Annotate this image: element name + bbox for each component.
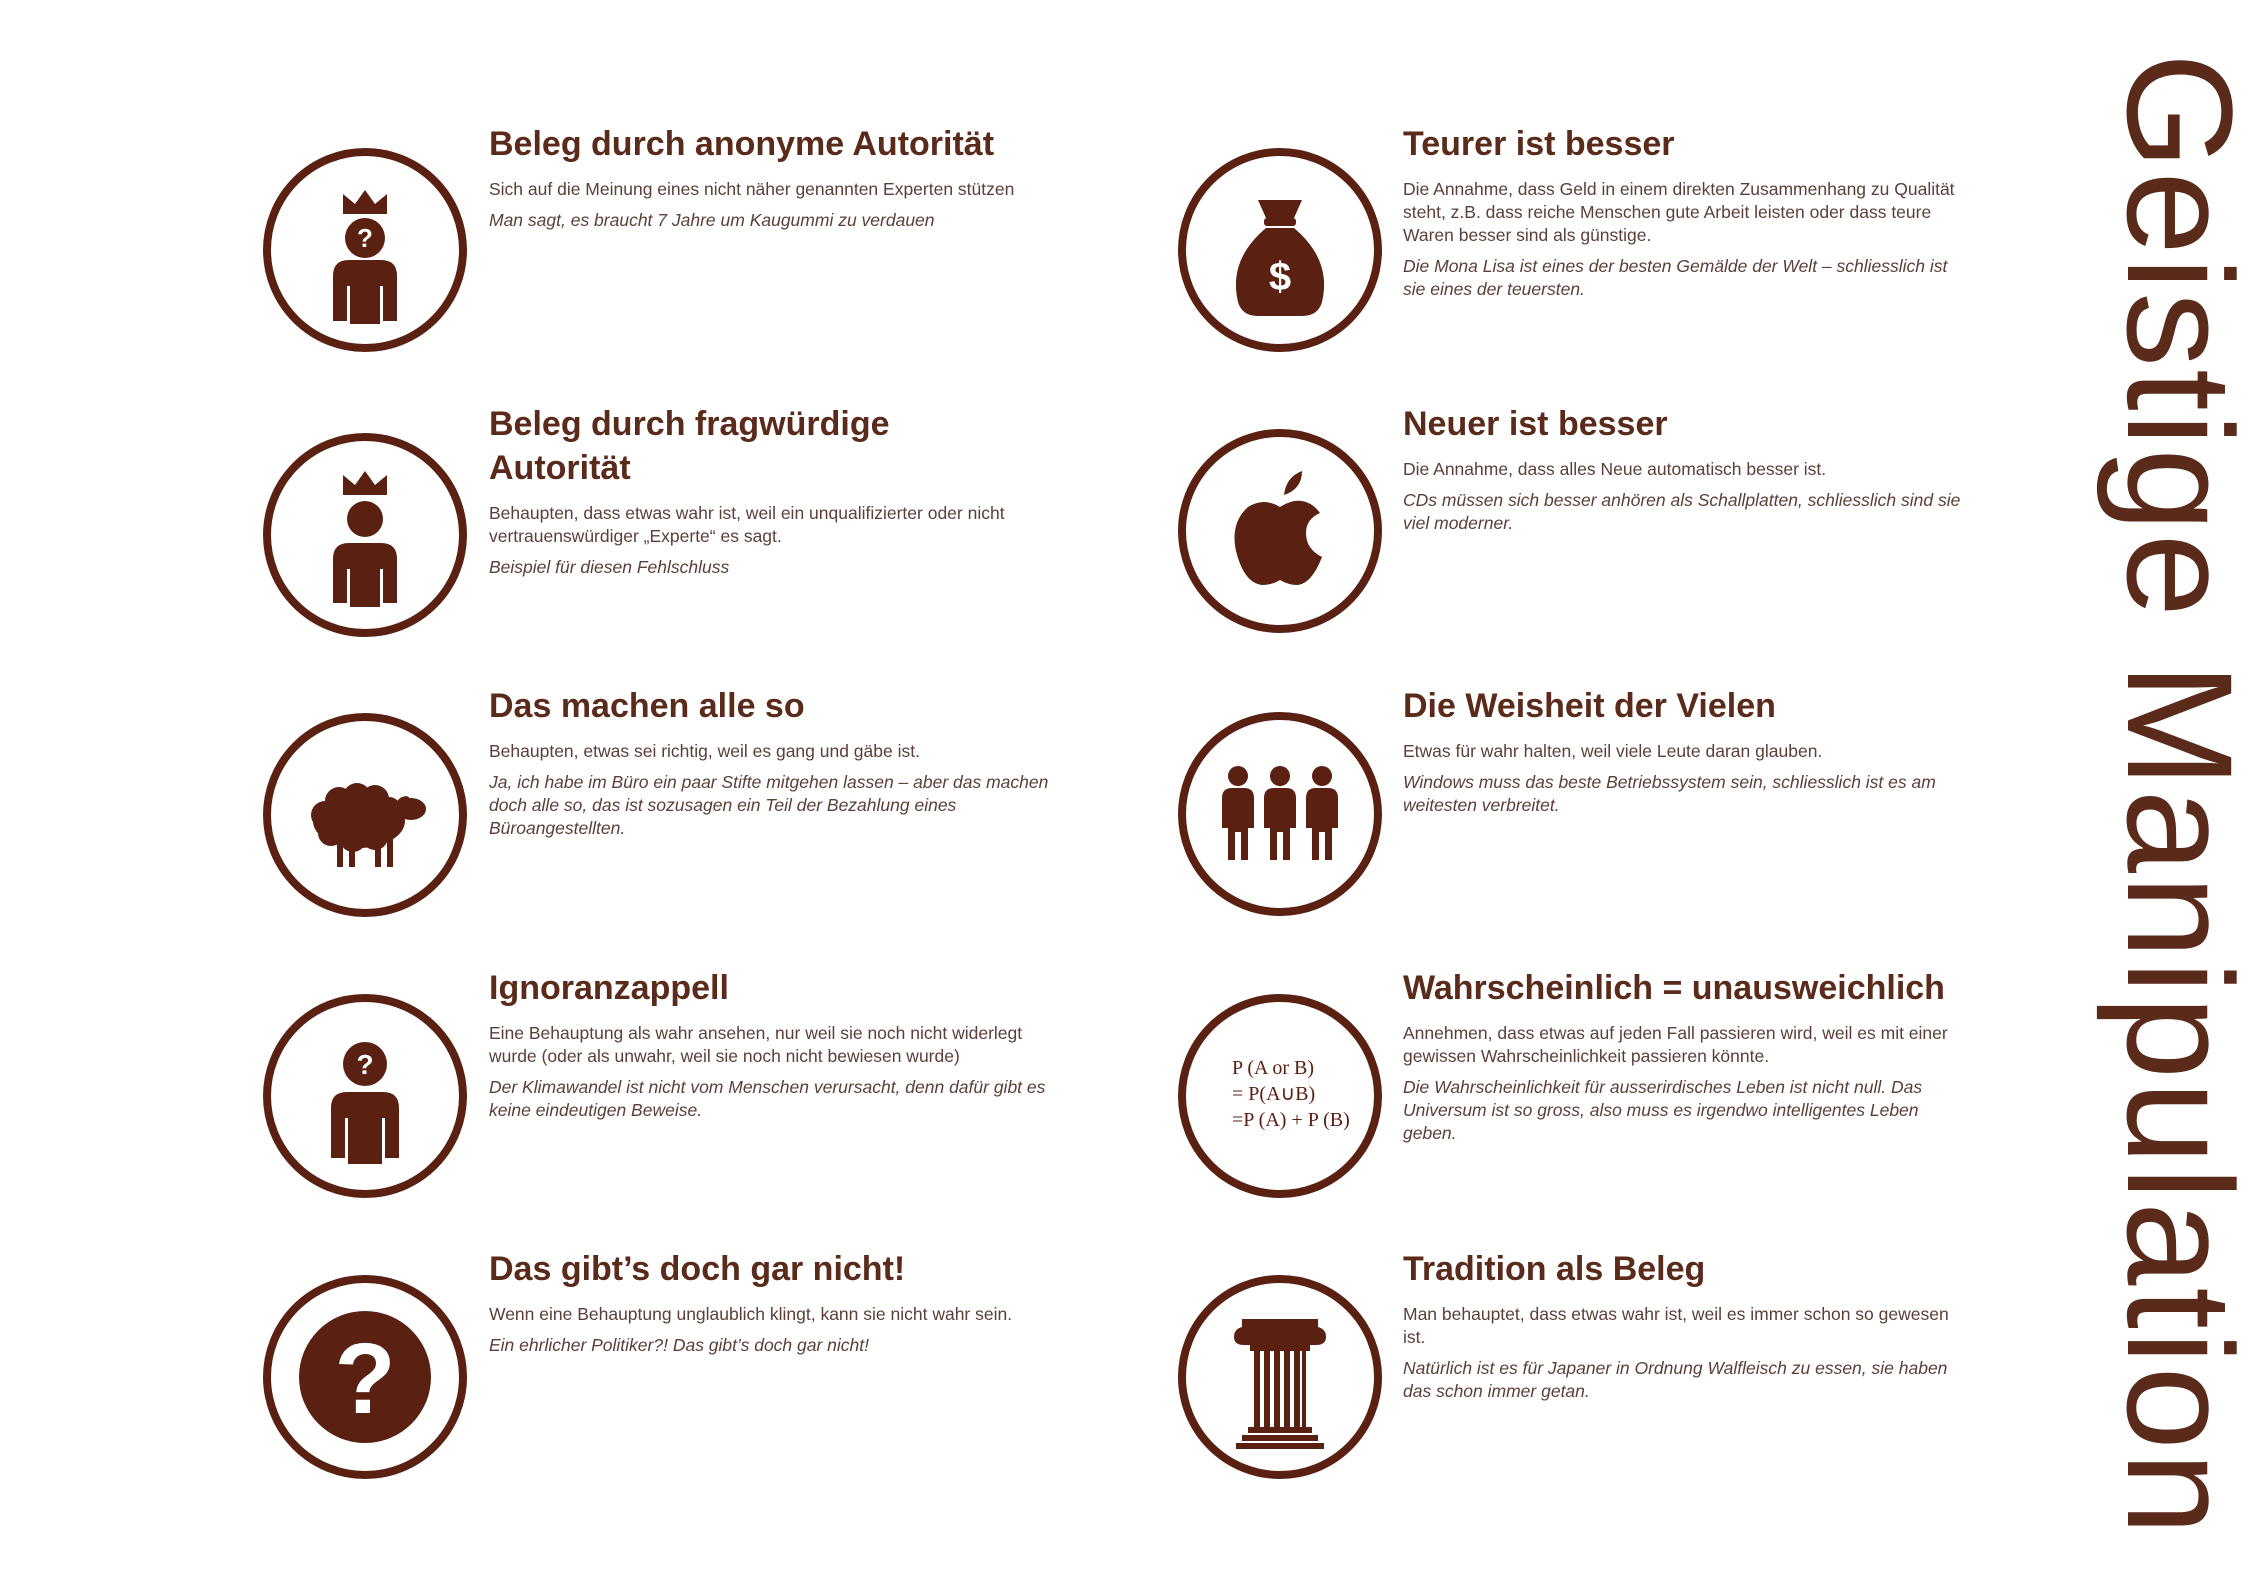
apple-icon bbox=[1178, 429, 1382, 633]
formula-line-1: P (A or B) bbox=[1232, 1057, 1315, 1079]
item-example: Natürlich ist es für Japaner in Ordnung Walfleisch zu essen, sie haben das schon immer getan. bbox=[1403, 1358, 1948, 1401]
page-title: Geistige Manipulation bbox=[2096, 52, 2264, 1538]
item-example: Ein ehrlicher Politiker?! Das gibt’s doch gar nicht! bbox=[489, 1335, 870, 1355]
money-bag-icon bbox=[1178, 148, 1382, 352]
item-title: Die Weisheit der Vielen bbox=[1403, 687, 1776, 725]
crowned-person-icon bbox=[263, 433, 467, 637]
item-description: Die Annahme, dass alles Neue automatisch besser ist. bbox=[1403, 459, 1827, 479]
formula-line-2: = P(A∪B) bbox=[1232, 1083, 1316, 1105]
item-title: Tradition als Beleg bbox=[1403, 1250, 1706, 1288]
item-example: Ja, ich habe im Büro ein paar Stifte mitgehen lassen – aber das machen doch alle so, das ist sozusagen ein Teil der Bezahlung eines Büroangestellten. bbox=[489, 772, 1049, 838]
item-example: Windows muss das beste Betriebssystem sein, schliesslich ist es am weitesten verbreitet. bbox=[1403, 772, 1936, 815]
item-example: Man sagt, es braucht 7 Jahre um Kaugummi zu verdauen bbox=[489, 210, 935, 230]
item-description: Etwas für wahr halten, weil viele Leute daran glauben. bbox=[1403, 741, 1823, 761]
column-icon bbox=[1178, 1275, 1382, 1479]
item-description: Eine Behauptung als wahr ansehen, nur weil sie noch nicht widerlegt wurde (oder als unwahr, weil sie noch nicht bewiesen wurde) bbox=[489, 1023, 1023, 1066]
item-title: Teurer ist besser bbox=[1403, 125, 1675, 163]
item-example: Der Klimawandel ist nicht vom Menschen verursacht, denn dafür gibt es keine eindeutigen Beweise. bbox=[489, 1077, 1046, 1120]
svg-text:?: ? bbox=[357, 223, 373, 253]
item-example: Die Mona Lisa ist eines der besten Gemälde der Welt – schliesslich ist sie eines der teuersten. bbox=[1403, 256, 1948, 299]
item-example: Beispiel für diesen Fehlschluss bbox=[489, 557, 730, 577]
three-people-icon bbox=[1178, 712, 1382, 916]
item-description: Annehmen, dass etwas auf jeden Fall passieren wird, weil es mit einer gewissen Wahrscheinlichkeit passieren könnte. bbox=[1403, 1023, 1948, 1066]
question-mark-icon bbox=[263, 1275, 467, 1479]
svg-text:?: ? bbox=[334, 1323, 396, 1435]
crowned-question-person-icon bbox=[263, 148, 467, 352]
svg-text:$: $ bbox=[1268, 255, 1292, 299]
item-title: Beleg durch anonyme Autorität bbox=[489, 125, 995, 163]
item-example: Die Wahrscheinlichkeit für ausserirdisches Leben ist nicht null. Das Universum ist so gross, also muss es irgendwo intelligentes Leben geben. bbox=[1403, 1077, 1923, 1143]
probability-formula-icon bbox=[1178, 994, 1382, 1198]
item-title: Neuer ist besser bbox=[1403, 405, 1668, 443]
item-description: Behaupten, etwas sei richtig, weil es gang und gäbe ist. bbox=[489, 741, 920, 761]
item-title: Beleg durch fragwürdige Autorität bbox=[489, 405, 890, 487]
item-title: Ignoranzappell bbox=[489, 969, 729, 1007]
item-title: Das gibt’s doch gar nicht! bbox=[489, 1250, 906, 1288]
item-description: Die Annahme, dass Geld in einem direkten Zusammenhang zu Qualität steht, z.B. dass reiche Menschen gute Arbeit leisten oder dass teure Waren besser sind als günstige. bbox=[1403, 179, 1955, 245]
question-person-icon bbox=[263, 994, 467, 1198]
formula-line-3: =P (A) + P (B) bbox=[1232, 1109, 1350, 1131]
item-description: Behaupten, dass etwas wahr ist, weil ein unqualifizierter oder nicht vertrauenswürdiger „Experte“ es sagt. bbox=[489, 503, 1005, 546]
item-title: Das machen alle so bbox=[489, 687, 805, 725]
item-example: CDs müssen sich besser anhören als Schallplatten, schliesslich sind sie viel moderner. bbox=[1403, 490, 1961, 533]
item-description: Man behauptet, dass etwas wahr ist, weil es immer schon so gewesen ist. bbox=[1403, 1304, 1949, 1347]
item-description: Sich auf die Meinung eines nicht näher genannten Experten stützen bbox=[489, 179, 1015, 199]
sheep-icon bbox=[263, 713, 467, 917]
item-title: Wahrscheinlich = unausweichlich bbox=[1403, 969, 1945, 1007]
svg-text:?: ? bbox=[356, 1049, 374, 1080]
item-description: Wenn eine Behauptung unglaublich klingt, kann sie nicht wahr sein. bbox=[489, 1304, 1013, 1324]
